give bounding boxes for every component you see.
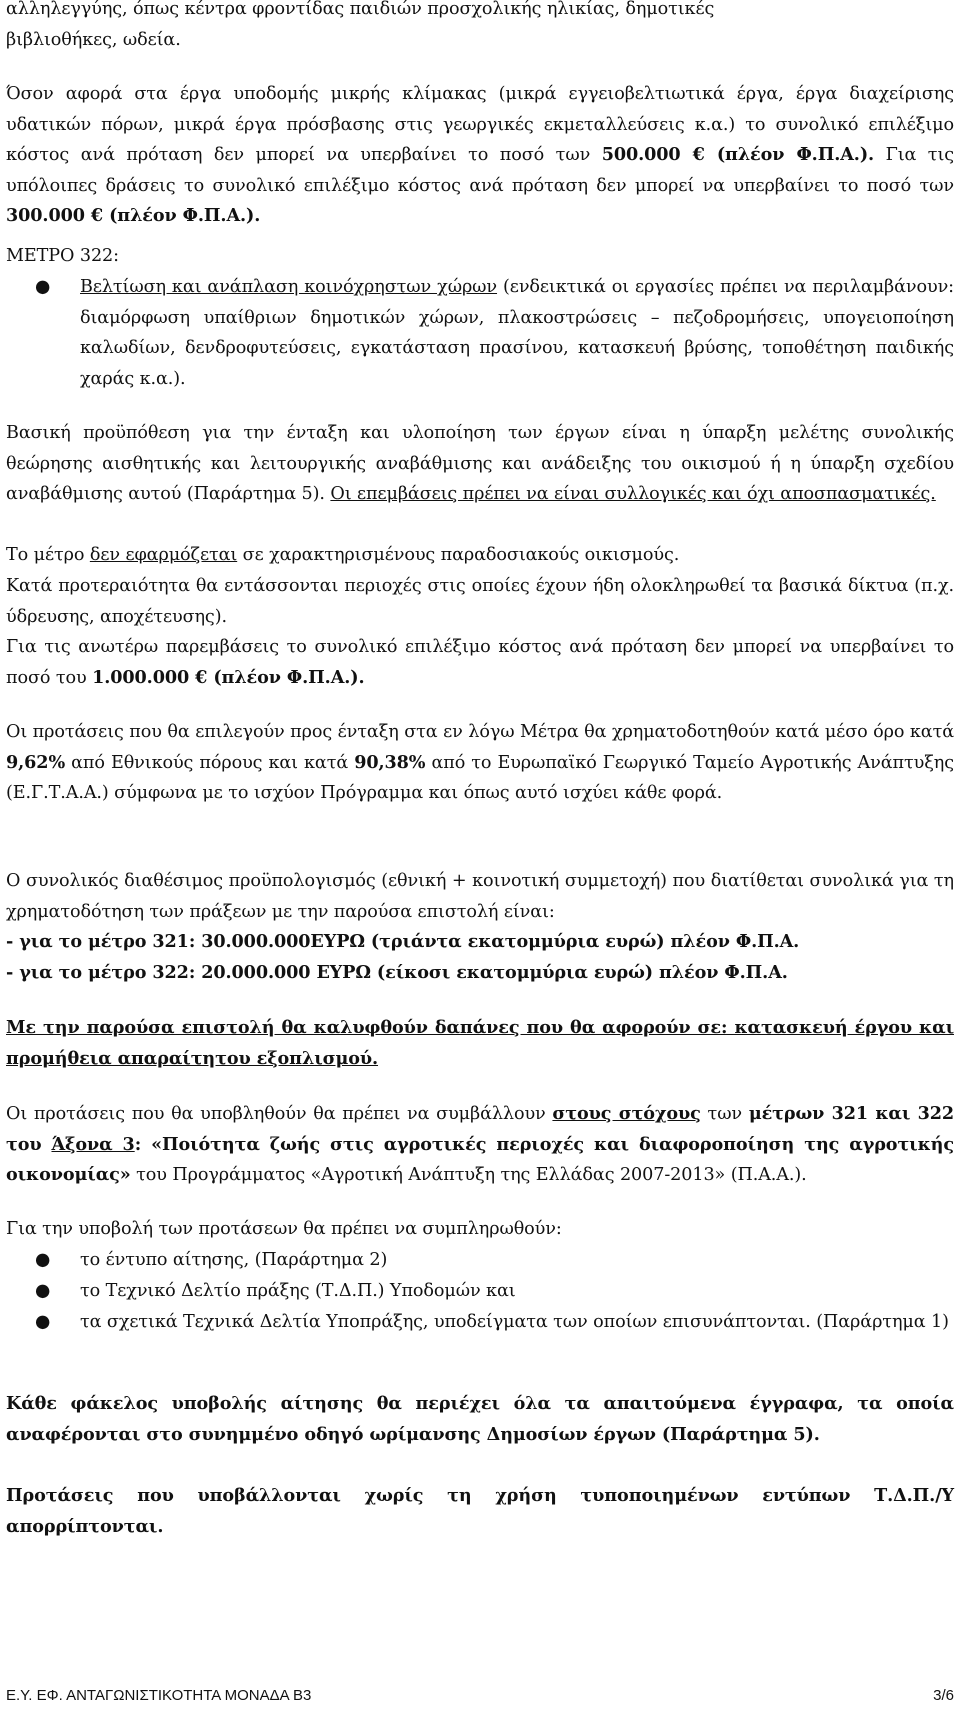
measure-322-item (80, 272, 954, 394)
financing-text-2: από Εθνικούς πόρους και κατά (65, 752, 355, 773)
financing-text-3: από το Ευρωπαϊκό Γεωργικό Ταμείο Αγροτικής Ανάπτυξης (Ε.Γ.Τ.Α.Α.) σύμφωνα με το ισχύον Πρόγραμμα και όπως αυτό ισχύει κάθε φορά. (6, 752, 954, 803)
submission-intro: Για την υποβολή των προτάσεων θα πρέπει να συμπληρωθούν: (6, 1219, 562, 1239)
goals-measures: μέτρων 321 και 322 του (6, 1103, 954, 1155)
top-fragment-line-1: αλληλεγγύης, όπως κέντρα φροντίδας παιδιών προσχολικής ηλικίας, δημοτικές (6, 0, 715, 19)
coverage-paragraph: Με την παρούσα επιστολή θα καλυφθούν δαπάνες που θα αφορούν σε: κατασκευή έργου και προμήθεια απαραίτητου εξοπλισμού. (6, 1017, 954, 1069)
page-number: 3/6 (933, 1687, 954, 1704)
financing-paragraph (6, 717, 954, 809)
top-fragment (6, 0, 954, 55)
bullet-icon: ● (35, 1312, 51, 1332)
reject-paragraph: Προτάσεις που υποβάλλονται χωρίς τη χρήση τυποποιημένων εντύπων Τ.Δ.Π./Υ απορρίπτονται. (6, 1485, 954, 1537)
not-applied-post: σε χαρακτηρισμένους παραδοσιακούς οικισμούς. (237, 545, 680, 565)
goals-text-2: των (700, 1104, 749, 1124)
infra-amount-2: 300.000 € (πλέον Φ.Π.Α.). (6, 205, 261, 226)
measure-322-item-text: (ενδεικτικά οι εργασίες πρέπει να περιλαμβάνουν: διαμόρφωση υπαίθριων δημοτικών χώρων, πλακοστρώσεις – πεζοδρομήσεις, υπογειοποίηση καλωδίων, δενδροφυτεύσεις, εγκατάσταση πρασίνου, κατασκευή βρύσης, τοποθέτηση παιδικής χαράς κ.α.). (80, 277, 954, 389)
budget-measure-322: - για το μέτρο 322: 20.000.000 ΕΥΡΩ (είκοσι εκατομμύρια ευρώ) πλέον Φ.Π.Α. (6, 962, 788, 983)
bullet-icon: ● (35, 277, 51, 297)
prerequisite-underlined: Οι επεμβάσεις πρέπει να είναι συλλογικές και όχι αποσπασματικές. (330, 484, 936, 504)
budget-intro: Ο συνολικός διαθέσιμος προϋπολογισμός (εθνική + κοινοτική συμμετοχή) που διατίθεται συνολικά για τη χρηματοδότηση των πράξεων με την παρούσα επιστολή είναι: (6, 871, 954, 922)
financing-national-pct: 9,62% (6, 751, 66, 773)
goals-axis-title: : «Ποιότητα ζωής στις αγροτικές περιοχές και διαφοροποίηση της αγροτικής οικονομίας» (6, 1133, 954, 1185)
not-applied-pre: Το μέτρο (6, 545, 90, 565)
submission-item-3: τα σχετικά Τεχνικά Δελτία Υποπράξης, υποδείγματα των οποίων επισυνάπτονται. (Παράρτημα 1) (80, 1312, 949, 1332)
goals-text-3: του Προγράμματος «Αγροτική Ανάπτυξη της Ελλάδας 2007-2013» (Π.Α.Α.). (130, 1165, 807, 1185)
cost-paragraph (6, 632, 954, 693)
measure-322-heading: ΜΕΤΡΟ 322: (6, 246, 119, 266)
footer-label: Ε.Υ. ΕΦ. ΑΝΤΑΓΩΝΙΣΤΙΚΟΤΗΤΑ ΜΟΝΑΔΑ Β3 (6, 1687, 312, 1704)
budget-measure-321: - για το μέτρο 321: 30.000.000ΕΥΡΩ (τριάντα εκατομμύρια ευρώ) πλέον Φ.Π.Α. (6, 931, 800, 952)
infrastructure-paragraph (6, 79, 954, 232)
not-applied-line (6, 540, 954, 571)
bullet-icon: ● (35, 1281, 51, 1301)
goals-targets: στους στόχους (552, 1103, 701, 1124)
goals-paragraph (6, 1099, 954, 1191)
infra-amount-1: 500.000 € (πλέον Φ.Π.Α.). (601, 144, 875, 165)
infra-text-2: Για τις υπόλοιπες δράσεις το συνολικό επιλέξιμο κόστος ανά πρόταση δεν μπορεί να υπερβαίνει το ποσό των (6, 145, 954, 196)
infra-text-1: Όσον αφορά στα έργα υποδομής μικρής κλίμακας (μικρά εγγειοβελτιωτικά έργα, έργα διαχείρισης υδατικών πόρων, μικρά έργα πρόσβασης στις γεωργικές εκμεταλλεύσεις κ.α.) το συνολικό επιλέξιμο κόστος ανά πρόταση δεν μπορεί να υπερβαίνει το ποσό των (6, 84, 954, 165)
financing-eu-pct: 90,38% (354, 751, 426, 773)
not-applied-underlined: δεν εφαρμόζεται (89, 545, 238, 565)
cost-text: Για τις ανωτέρω παρεμβάσεις το συνολικό επιλέξιμο κόστος ανά πρόταση δεν μπορεί να υπερβαίνει το ποσό του (6, 637, 954, 688)
submission-item-1: το έντυπο αίτησης, (Παράρτημα 2) (80, 1250, 388, 1270)
goals-text-1: Οι προτάσεις που θα υποβληθούν θα πρέπει να συμβάλλουν (6, 1104, 553, 1124)
page-footer (6, 1686, 954, 1706)
financing-text-1: Οι προτάσεις που θα επιλεγούν προς ένταξη στα εν λόγω Μέτρα θα χρηματοδοτηθούν κατά μέσο όρο κατά (6, 722, 954, 742)
bullet-icon: ● (35, 1250, 51, 1270)
measure-322-item-title: Βελτίωση και ανάπλαση κοινόχρηστων χώρων (80, 277, 498, 297)
goals-axis: Άξονα 3 (51, 1133, 135, 1155)
priority-paragraph: Κατά προτεραιότητα θα εντάσσονται περιοχές στις οποίες έχουν ήδη ολοκληρωθεί τα βασικά δίκτυα (π.χ. ύδρευσης, αποχέτευσης). (6, 576, 954, 627)
folder-paragraph: Κάθε φάκελος υποβολής αίτησης θα περιέχει όλα τα απαιτούμενα έγγραφα, τα οποία αναφέρονται στο συνημμένο οδηγό ωρίμανσης Δημοσίων έργων (Παράρτημα 5). (6, 1393, 954, 1445)
top-fragment-line-2: βιβλιοθήκες, ωδεία. (6, 29, 181, 50)
prerequisite-text: Βασική προϋπόθεση για την ένταξη και υλοποίηση των έργων είναι η ύπαρξη μελέτης συνολικής θεώρησης αισθητικής και λειτουργικής αναβάθμισης και ανάδειξης του οικισμού ή η ύπαρξη σχεδίου αναβάθμισης αυτού (Παράρτημα 5). (6, 423, 954, 504)
cost-amount: 1.000.000 € (πλέον Φ.Π.Α.). (92, 666, 365, 688)
prerequisite-paragraph (6, 418, 954, 510)
submission-item-2: το Τεχνικό Δελτίο πράξης (Τ.Δ.Π.) Υποδομών και (80, 1281, 516, 1301)
